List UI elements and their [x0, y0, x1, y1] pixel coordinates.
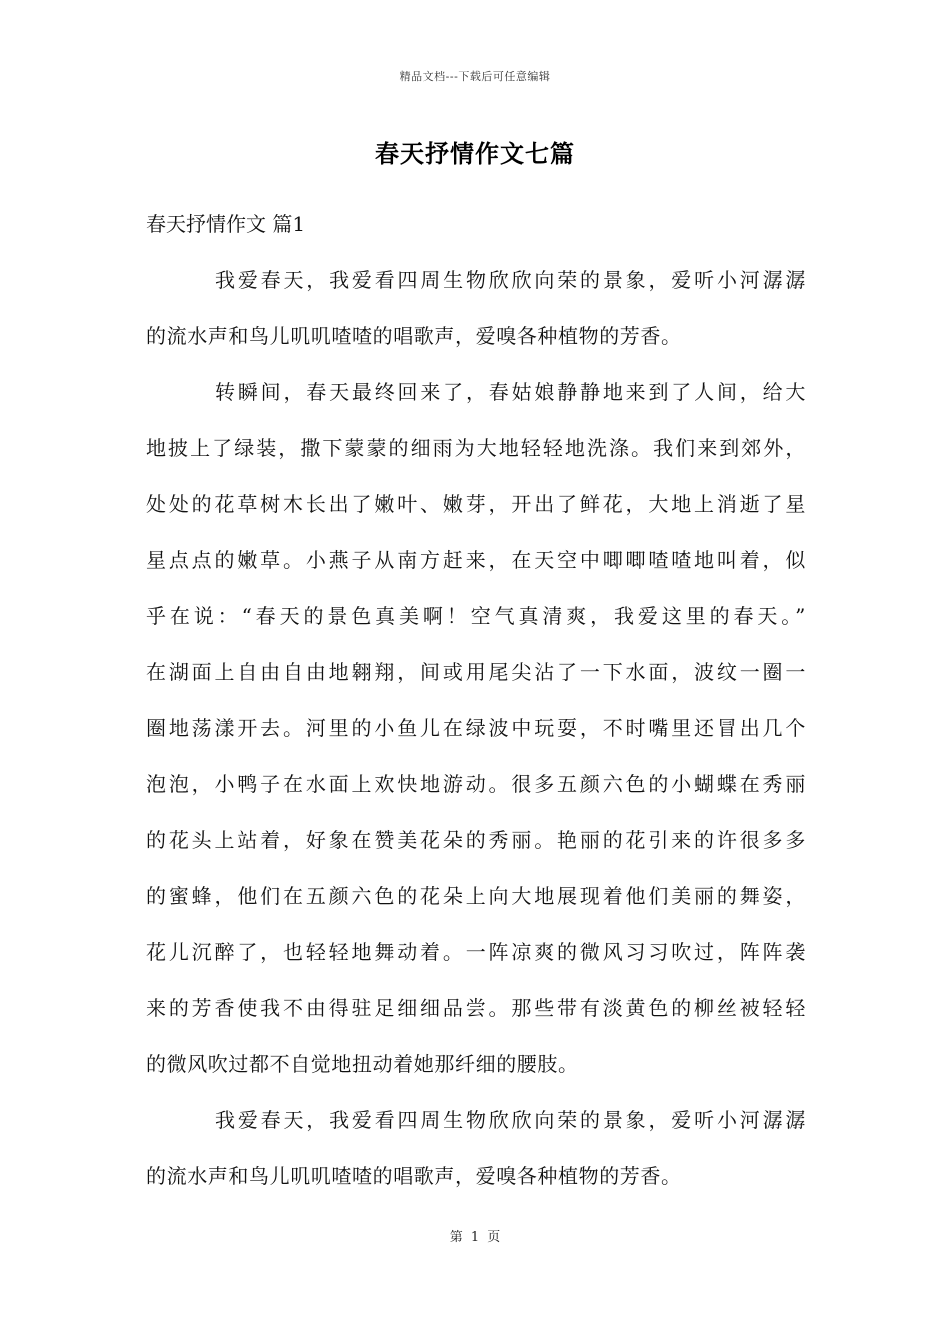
paragraph: [146, 252, 806, 364]
paragraph-line: 星点点的嫩草。小燕子从南方赶来，在天空中唧唧喳喳地叫着，似: [146, 548, 806, 572]
paragraph-line: 处处的花草树木长出了嫩叶、嫩芽，开出了鲜花，大地上消逝了星: [146, 492, 806, 516]
document-title: 春天抒情作文七篇: [375, 139, 575, 168]
header-note: 精品文档---下载后可任意编辑: [399, 70, 551, 83]
section-heading: 春天抒情作文 篇1: [146, 212, 306, 236]
paragraph-line: 泡泡，小鸭子在水面上欢快地游动。很多五颜六色的小蝴蝶在秀丽: [146, 772, 806, 796]
paragraph-line: 的流水声和鸟儿叽叽喳喳的唱歌声，爱嗅各种植物的芳香。: [146, 1164, 682, 1188]
paragraph-line: 我爱春天，我爱看四周生物欣欣向荣的景象，爱听小河潺潺: [215, 268, 806, 292]
paragraph: [146, 364, 806, 1092]
paragraph-line: 地披上了绿装，撒下蒙蒙的细雨为大地轻轻地洗涤。我们来到郊外，: [146, 436, 806, 460]
paragraph-line: 圈地荡漾开去。河里的小鱼儿在绿波中玩耍，不时嘴里还冒出几个: [146, 716, 806, 740]
paragraph-line: 转瞬间，春天最终回来了，春姑娘静静地来到了人间，给大: [215, 380, 806, 404]
paragraph-line: 的花头上站着，好象在赞美花朵的秀丽。艳丽的花引来的许很多多: [146, 828, 806, 852]
paragraph-line: 的蜜蜂，他们在五颜六色的花朵上向大地展现着他们美丽的舞姿，: [146, 884, 806, 908]
paragraph-line: 我爱春天，我爱看四周生物欣欣向荣的景象，爱听小河潺潺: [215, 1108, 806, 1132]
paragraph-line: 的微风吹过都不自觉地扭动着她那纤细的腰肢。: [146, 1052, 579, 1076]
document-body: [146, 196, 806, 1204]
paragraph-line: 乎在说：“春天的景色真美啊！空气真清爽，我爱这里的春天。”: [146, 604, 806, 628]
paragraph: [146, 1092, 806, 1204]
paragraph-line: 在湖面上自由自由地翱翔，间或用尾尖沾了一下水面，波纹一圈一: [146, 660, 806, 684]
page-number: 第 1 页: [449, 1230, 501, 1245]
paragraph-line: 的流水声和鸟儿叽叽喳喳的唱歌声，爱嗅各种植物的芳香。: [146, 324, 682, 348]
paragraph-line: 花儿沉醉了，也轻轻地舞动着。一阵凉爽的微风习习吹过，阵阵袭: [146, 940, 806, 964]
paragraph-line: 来的芳香使我不由得驻足细细品尝。那些带有淡黄色的柳丝被轻轻: [146, 996, 806, 1020]
